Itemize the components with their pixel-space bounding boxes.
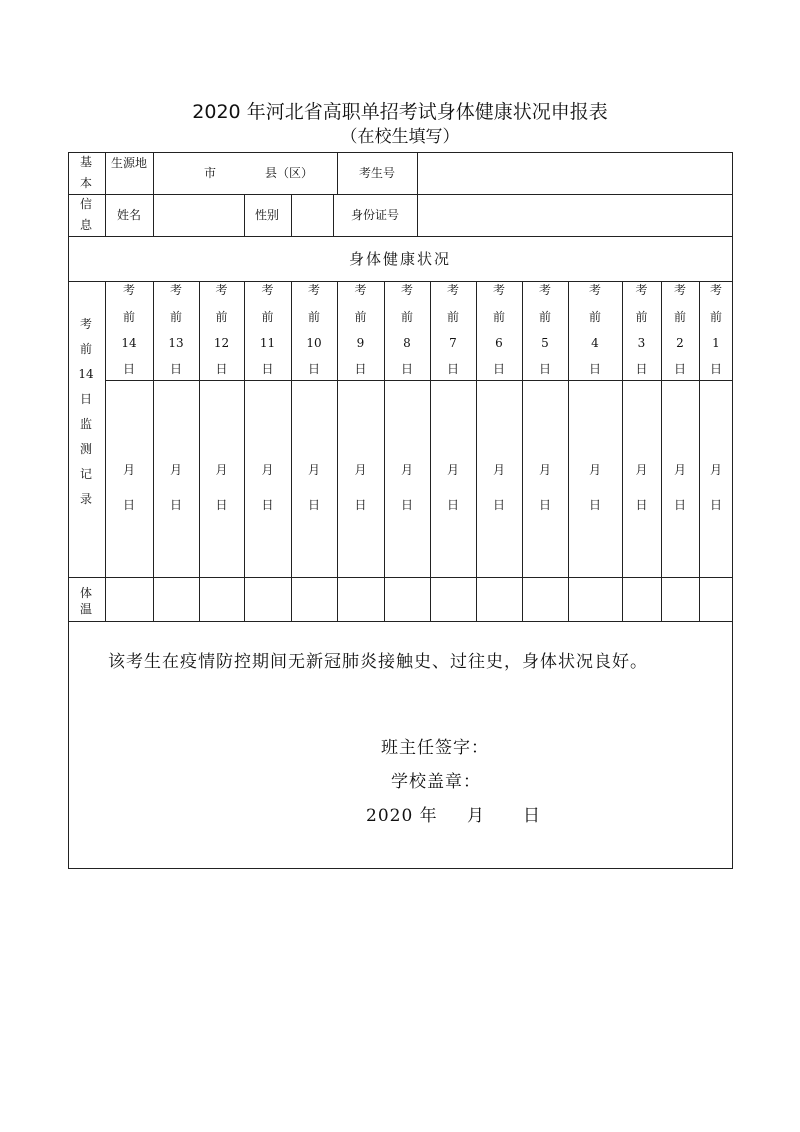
date-day-cell: 日 — [307, 498, 321, 512]
day-header-text: 日 — [400, 362, 414, 376]
name-label: 姓名 — [116, 208, 142, 222]
col-line — [622, 281, 623, 621]
teacher-signature-label: 班主任签字： — [381, 738, 489, 758]
date-month-cell: 月 — [215, 463, 228, 477]
date-month-cell: 月 — [538, 463, 552, 477]
city-label: 市 — [203, 166, 217, 180]
day-header-text: 前 — [400, 310, 414, 324]
date-day-cell: 日 — [215, 498, 228, 512]
day-header-text: 13 — [168, 336, 184, 350]
day-header-text: 3 — [637, 336, 646, 350]
day-header-text: 前 — [588, 310, 602, 324]
day-header-text: 考 — [261, 283, 274, 297]
day-header-text: 前 — [122, 310, 136, 324]
day-header-text: 考 — [446, 283, 460, 297]
col-line — [699, 281, 700, 621]
day-header-text: 前 — [261, 310, 274, 324]
col-line — [291, 194, 292, 236]
day-header-text: 8 — [403, 336, 411, 350]
day-header-text: 考 — [122, 283, 136, 297]
col-line — [337, 281, 338, 621]
row-line-basic — [68, 194, 733, 195]
day-header-text: 考 — [538, 283, 552, 297]
day-header-text: 2 — [676, 336, 684, 350]
day-header-text: 日 — [538, 362, 552, 376]
row-line-temp-end — [68, 621, 733, 622]
day-header-text: 11 — [259, 336, 276, 350]
day-header-text: 14 — [121, 336, 137, 350]
col-line — [153, 281, 154, 621]
col-line — [153, 152, 154, 236]
day-header-text: 日 — [446, 362, 460, 376]
col-line — [417, 152, 418, 236]
day-header-text: 前 — [169, 310, 183, 324]
day-header-text: 考 — [354, 283, 367, 297]
day-header-text: 前 — [635, 310, 648, 324]
date-month-cell: 月 — [635, 463, 648, 477]
row-line-health-header — [68, 281, 733, 282]
date-month-cell: 月 — [446, 463, 460, 477]
date-day-cell: 日 — [261, 498, 274, 512]
day-header-text: 10 — [306, 336, 322, 350]
day-header-text: 考 — [709, 283, 723, 297]
day-header-text: 考 — [673, 283, 687, 297]
day-header-text: 考 — [307, 283, 321, 297]
col-line — [291, 281, 292, 621]
health-statement: 该考生在疫情防控期间无新冠肺炎接触史、过往史，身体状况良好。 — [108, 652, 648, 672]
day-header-text: 前 — [492, 310, 506, 324]
date-day-cell: 日 — [169, 498, 183, 512]
date-day-cell: 日 — [492, 498, 506, 512]
day-header-text: 日 — [492, 362, 506, 376]
date-month-cell: 月 — [122, 463, 136, 477]
day-header-text: 考 — [169, 283, 183, 297]
day-header-text: 日 — [354, 362, 367, 376]
day-header-text: 考 — [492, 283, 506, 297]
day-header-text: 日 — [261, 362, 274, 376]
date-month-cell: 月 — [307, 463, 321, 477]
day-header-text: 日 — [169, 362, 183, 376]
day-header-text: 日 — [307, 362, 321, 376]
form-subtitle: （在校生填写） — [340, 127, 460, 147]
day-header-text: 考 — [400, 283, 414, 297]
col-line — [337, 152, 338, 194]
date-month-cell: 月 — [588, 463, 602, 477]
exam-no-label: 考生号 — [358, 166, 396, 180]
day-header-text: 日 — [588, 362, 602, 376]
col-line — [384, 281, 385, 621]
id-label: 身份证号 — [350, 208, 400, 222]
date-day-cell: 日 — [400, 498, 414, 512]
day-header-text: 前 — [215, 310, 228, 324]
day-header-text: 7 — [449, 336, 457, 350]
day-header-text: 4 — [591, 336, 599, 350]
county-label: 县（区） — [264, 166, 314, 180]
col-line — [105, 281, 106, 621]
col-line — [199, 281, 200, 621]
day-header-text: 日 — [122, 362, 136, 376]
form-title: 2020 年河北省高职单招考试身体健康状况申报表 — [192, 101, 608, 123]
col-line — [568, 281, 569, 621]
date-month-cell: 月 — [673, 463, 687, 477]
day-header-text: 6 — [495, 336, 503, 350]
day-header-text: 日 — [673, 362, 687, 376]
date-day-cell: 日 — [538, 498, 552, 512]
date-day: 日 — [523, 806, 541, 826]
day-header-text: 前 — [673, 310, 687, 324]
day-header-text: 前 — [538, 310, 552, 324]
date-month-cell: 月 — [492, 463, 506, 477]
health-header: 身体健康状况 — [348, 250, 452, 268]
col-line — [476, 281, 477, 621]
date-day-cell: 日 — [588, 498, 602, 512]
col-line — [333, 194, 334, 236]
col-line — [244, 194, 245, 236]
date-month-cell: 月 — [261, 463, 274, 477]
date-day-cell: 日 — [354, 498, 367, 512]
col-line — [430, 281, 431, 621]
day-header-text: 5 — [541, 336, 549, 350]
col-line — [105, 152, 106, 236]
date-month-cell: 月 — [400, 463, 414, 477]
row-line-monitor-end — [68, 577, 733, 578]
day-header-text: 考 — [635, 283, 648, 297]
col-line — [522, 281, 523, 621]
basic-info-label: 基 本 信 息 — [79, 155, 92, 232]
day-header-text: 日 — [709, 362, 723, 376]
date-month-cell: 月 — [709, 463, 723, 477]
school-stamp-label: 学校盖章： — [391, 772, 481, 792]
row-line-info-end — [68, 236, 733, 237]
day-header-text: 日 — [635, 362, 648, 376]
date-month-cell: 月 — [169, 463, 183, 477]
date-day-cell: 日 — [709, 498, 723, 512]
day-header-text: 前 — [307, 310, 321, 324]
day-header-text: 日 — [215, 362, 228, 376]
source-label: 生源地 — [110, 156, 148, 170]
day-header-text: 考 — [588, 283, 602, 297]
day-header-text: 1 — [712, 336, 720, 350]
date-year: 2020 年 — [366, 806, 438, 826]
temp-label: 体 温 — [79, 586, 92, 616]
day-header-text: 前 — [354, 310, 367, 324]
monitor-label: 考 前 14 日 监 测 记 录 — [78, 317, 94, 506]
day-header-text: 考 — [215, 283, 228, 297]
date-month: 月 — [467, 806, 485, 826]
col-line — [661, 281, 662, 621]
date-day-cell: 日 — [635, 498, 648, 512]
date-day-cell: 日 — [122, 498, 136, 512]
col-line — [244, 281, 245, 621]
day-header-text: 前 — [446, 310, 460, 324]
day-header-text: 9 — [356, 336, 365, 350]
day-header-text: 前 — [709, 310, 723, 324]
gender-label: 性别 — [254, 208, 280, 222]
date-day-cell: 日 — [446, 498, 460, 512]
date-month-cell: 月 — [354, 463, 367, 477]
date-day-cell: 日 — [673, 498, 687, 512]
day-header-text: 12 — [213, 336, 230, 350]
